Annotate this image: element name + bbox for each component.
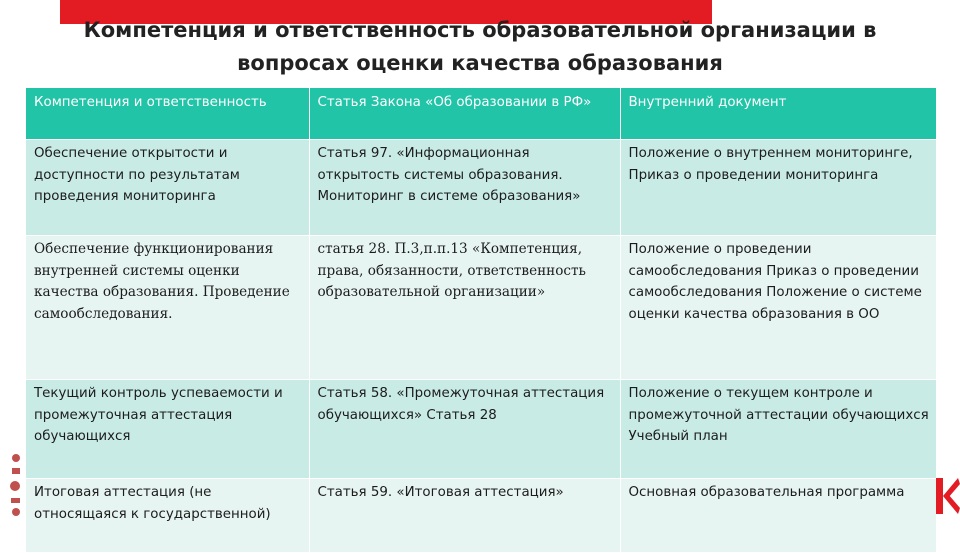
table-cell-internal-document: Положение о текущем контроле и промежуточной аттестации обучающихся Учебный план	[620, 380, 936, 479]
slide-title-line-1: Компетенция и ответственность образовательной организации в	[83, 18, 877, 42]
table-row	[26, 236, 936, 380]
table-cell-competence: Обеспечение открытости и доступности по результатам проведения мониторинга	[26, 140, 309, 236]
table-row	[26, 140, 936, 236]
table-cell-law-article: статья 28. П.3,п.п.13 «Компетенция, права, обязанности, ответственность образовательной организации»	[309, 236, 620, 380]
decorative-ornament-left	[6, 452, 26, 520]
header-cell-law-article: Статья Закона «Об образовании в РФ»	[309, 88, 620, 140]
table-cell-law-article: Статья 58. «Промежуточная аттестация обучающихся» Статья 28	[309, 380, 620, 479]
slide-title	[0, 14, 960, 80]
header-cell-competence: Компетенция и ответственность	[26, 88, 309, 140]
table-cell-internal-document: Основная образовательная программа	[620, 479, 936, 553]
table-row	[26, 479, 936, 553]
table-row	[26, 380, 936, 479]
table-cell-competence: Итоговая аттестация (не относящаяся к государственной)	[26, 479, 309, 553]
table-cell-competence: Текущий контроль успеваемости и промежуточная аттестация обучающихся	[26, 380, 309, 479]
table-cell-law-article: Статья 97. «Информационная открытость системы образования. Мониторинг в системе образования»	[309, 140, 620, 236]
table-cell-internal-document: Положение о проведении самообследования Приказ о проведении самообследования Положение о системе оценки качества образования в ОО	[620, 236, 936, 380]
table-header-row	[26, 88, 936, 140]
competence-table	[26, 88, 936, 553]
header-cell-internal-document: Внутренний документ	[620, 88, 936, 140]
table-cell-law-article: Статья 59. «Итоговая аттестация»	[309, 479, 620, 553]
slide-title-line-2: вопросах оценки качества образования	[237, 51, 723, 75]
table-cell-internal-document: Положение о внутреннем мониторинге, Приказ о проведении мониторинга	[620, 140, 936, 236]
decorative-ornament-right	[934, 474, 960, 518]
table-cell-competence: Обеспечение функционирования внутренней системы оценки качества образования. Проведение самообследования.	[26, 236, 309, 380]
